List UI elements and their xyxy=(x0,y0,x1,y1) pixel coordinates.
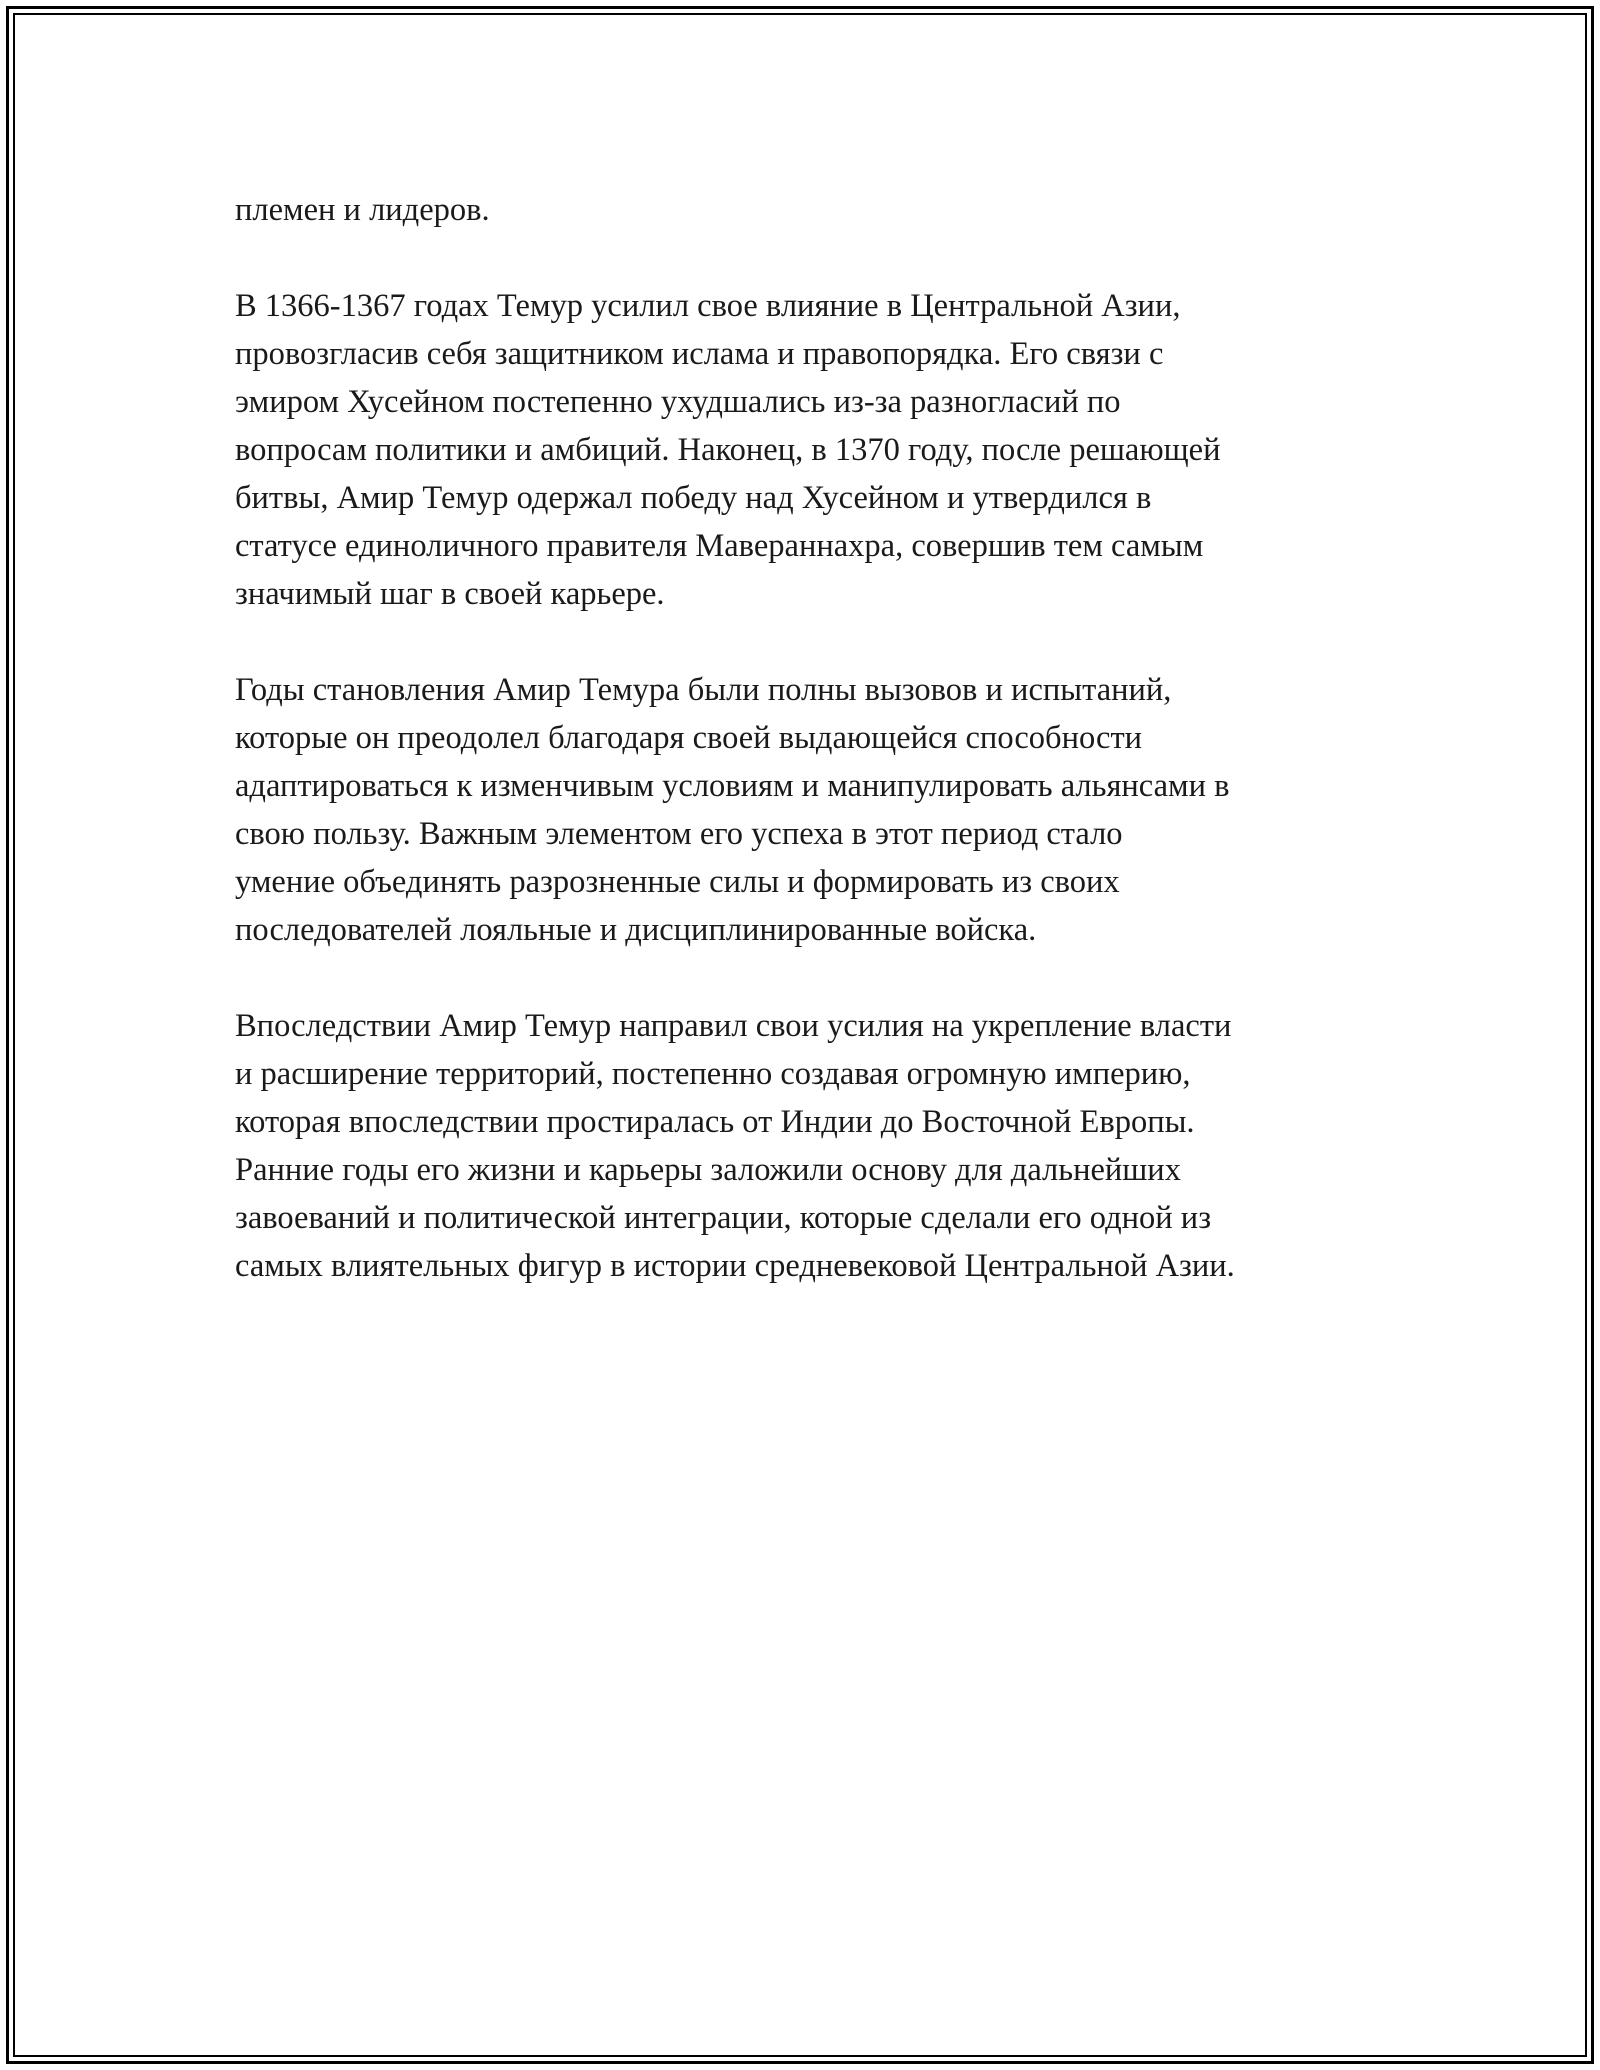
document-body xyxy=(235,186,1385,1338)
paragraph-3: Годы становления Амир Темура были полны вызовов и испытаний, которые он преодолел благодаря своей выдающейся способности адаптироваться к изменчивым условиям и манипулировать альянсами в свою пользу. Важным элементом его успеха в этот период стало умение объединять разрозненные силы и формировать из своих последователей лояльные и дисциплинированные войска. xyxy=(235,672,1230,948)
paragraph-1: племен и лидеров. xyxy=(235,192,490,228)
paragraph-4: Впоследствии Амир Темур направил свои усилия на укрепление власти и расширение территорий, постепенно создавая огромную империю, которая впоследствии простиралась от Индии до Восточной Европы. Ранние годы его жизни и карьеры заложили основу для дальнейших завоеваний и политической интеграции, которые сделали его одной из самых влиятельных фигур в истории средневековой Центральной Азии. xyxy=(235,1008,1235,1284)
paragraph-2: В 1366-1367 годах Темур усилил свое влияние в Центральной Азии, провозгласив себя защитником ислама и правопорядка. Его связи с эмиром Хусейном постепенно ухудшались из-за разногласий по вопросам политики и амбиций. Наконец, в 1370 году, после решающей битвы, Амир Темур одержал победу над Хусейном и утвердился в статусе единоличного правителя Мавераннахра, совершив тем самым значимый шаг в своей карьере. xyxy=(235,288,1221,612)
